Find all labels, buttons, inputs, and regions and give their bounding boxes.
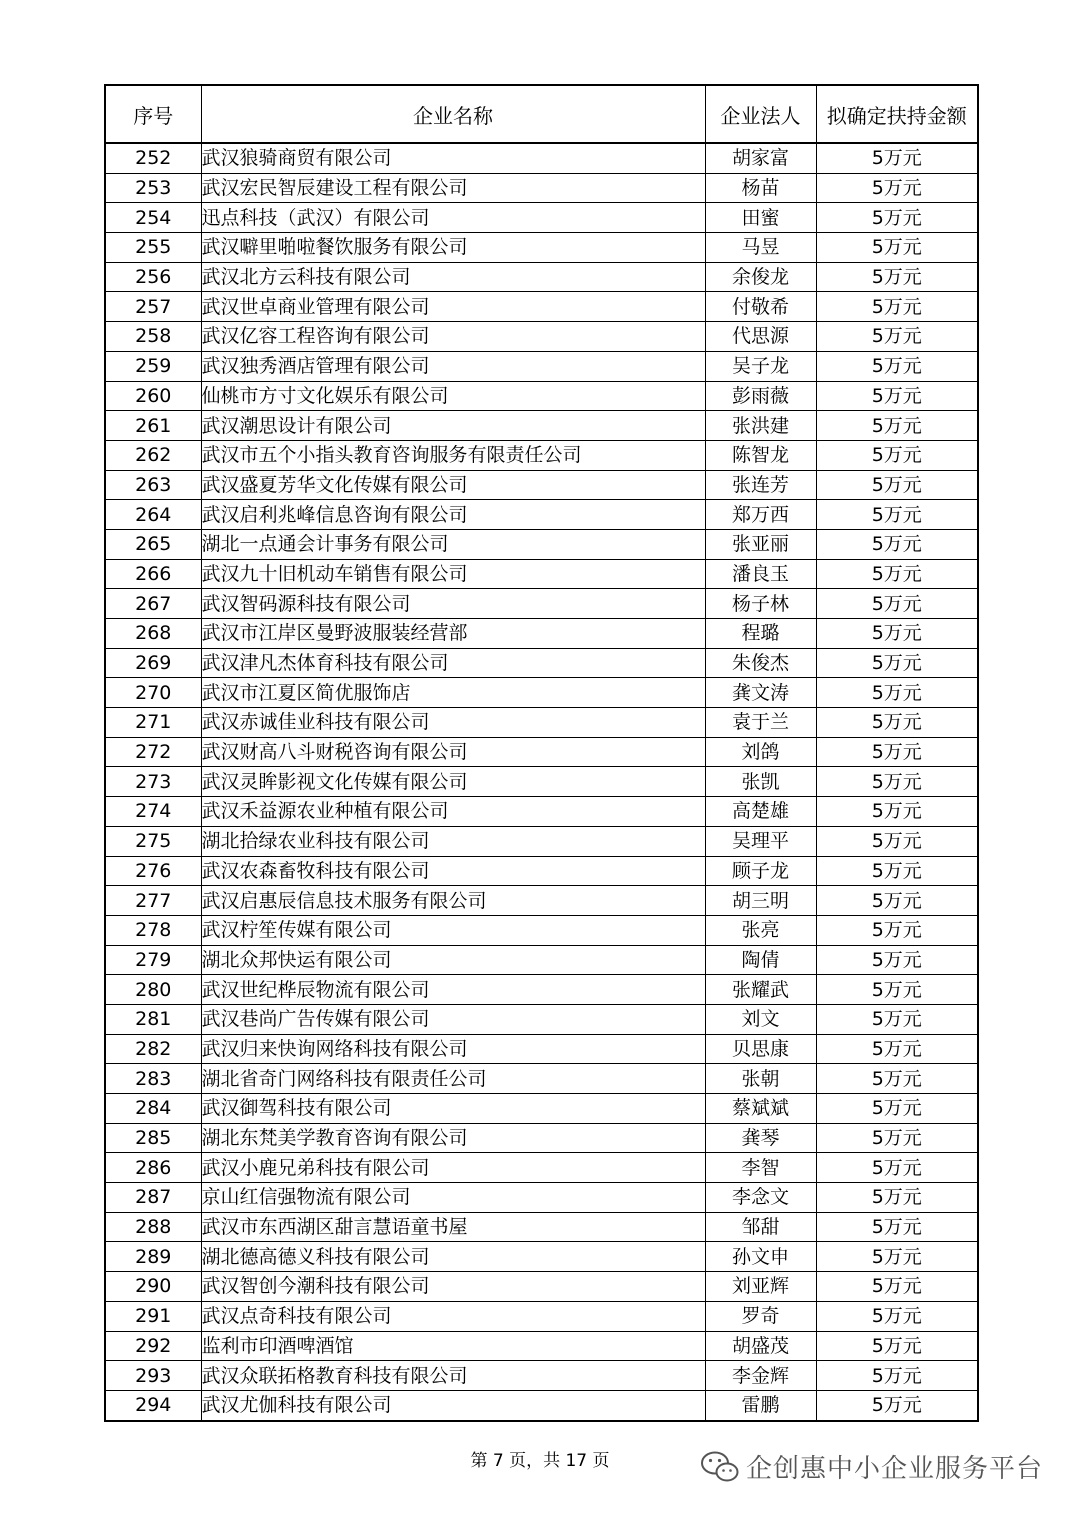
row-company-name: 武汉市江夏区简优服饰店 — [201, 678, 705, 708]
row-company-name: 武汉市东西湖区甜言慧语童书屋 — [201, 1212, 705, 1242]
row-amount: 5万元 — [816, 1034, 978, 1064]
row-company-name: 武汉点奇科技有限公司 — [201, 1301, 705, 1331]
row-company-name: 京山红信强物流有限公司 — [201, 1183, 705, 1213]
table-header-row — [105, 85, 978, 143]
row-company-name: 湖北德高德义科技有限公司 — [201, 1242, 705, 1272]
row-legal-rep: 彭雨薇 — [705, 381, 816, 411]
row-amount: 5万元 — [816, 648, 978, 678]
table-row — [105, 1094, 978, 1124]
row-amount: 5万元 — [816, 1390, 978, 1420]
row-company-name: 武汉农森畜牧科技有限公司 — [201, 856, 705, 886]
row-seq: 293 — [105, 1361, 201, 1391]
table-row — [105, 1183, 978, 1213]
table-row — [105, 440, 978, 470]
table-row — [105, 559, 978, 589]
row-company-name: 湖北东梵美学教育咨询有限公司 — [201, 1123, 705, 1153]
row-amount: 5万元 — [816, 1153, 978, 1183]
row-amount: 5万元 — [816, 173, 978, 203]
row-legal-rep: 雷鹏 — [705, 1390, 816, 1420]
table-row — [105, 886, 978, 916]
row-legal-rep: 马昱 — [705, 233, 816, 263]
table-row — [105, 1153, 978, 1183]
row-company-name: 武汉御驾科技有限公司 — [201, 1094, 705, 1124]
row-seq: 258 — [105, 322, 201, 352]
table-row — [105, 708, 978, 738]
row-company-name: 武汉尤伽科技有限公司 — [201, 1390, 705, 1420]
row-legal-rep: 龚文涛 — [705, 678, 816, 708]
row-legal-rep: 邹甜 — [705, 1212, 816, 1242]
table-row — [105, 1301, 978, 1331]
row-company-name: 武汉世纪桦辰物流有限公司 — [201, 975, 705, 1005]
row-legal-rep: 胡三明 — [705, 886, 816, 916]
row-seq: 278 — [105, 915, 201, 945]
row-seq: 284 — [105, 1094, 201, 1124]
row-seq: 255 — [105, 233, 201, 263]
row-seq: 265 — [105, 529, 201, 559]
row-company-name: 武汉柠笙传媒有限公司 — [201, 915, 705, 945]
row-legal-rep: 杨子林 — [705, 589, 816, 619]
row-amount: 5万元 — [816, 886, 978, 916]
row-legal-rep: 陈智龙 — [705, 440, 816, 470]
row-seq: 254 — [105, 203, 201, 233]
row-seq: 292 — [105, 1331, 201, 1361]
row-seq: 279 — [105, 945, 201, 975]
row-seq: 280 — [105, 975, 201, 1005]
row-amount: 5万元 — [816, 708, 978, 738]
row-amount: 5万元 — [816, 381, 978, 411]
row-legal-rep: 杨苗 — [705, 173, 816, 203]
subsidy-table — [104, 84, 979, 1422]
header-amount: 拟确定扶持金额 — [816, 85, 978, 143]
row-amount: 5万元 — [816, 856, 978, 886]
table-row — [105, 1034, 978, 1064]
row-amount: 5万元 — [816, 737, 978, 767]
row-legal-rep: 陶倩 — [705, 945, 816, 975]
row-company-name: 武汉亿容工程咨询有限公司 — [201, 322, 705, 352]
row-company-name: 武汉智码源科技有限公司 — [201, 589, 705, 619]
row-legal-rep: 潘良玉 — [705, 559, 816, 589]
row-legal-rep: 李智 — [705, 1153, 816, 1183]
page-footer: 第 7 页，共 17 页 — [470, 1451, 610, 1471]
row-company-name: 武汉智创今潮科技有限公司 — [201, 1272, 705, 1302]
row-company-name: 武汉小鹿兄弟科技有限公司 — [201, 1153, 705, 1183]
row-amount: 5万元 — [816, 411, 978, 441]
table-row — [105, 1123, 978, 1153]
row-company-name: 武汉归来快询网络科技有限公司 — [201, 1034, 705, 1064]
table-body — [105, 143, 978, 1421]
table-row — [105, 292, 978, 322]
row-amount: 5万元 — [816, 915, 978, 945]
row-company-name: 武汉禾益源农业种植有限公司 — [201, 797, 705, 827]
row-amount: 5万元 — [816, 1272, 978, 1302]
row-amount: 5万元 — [816, 500, 978, 530]
row-amount: 5万元 — [816, 470, 978, 500]
row-seq: 288 — [105, 1212, 201, 1242]
row-amount: 5万元 — [816, 678, 978, 708]
row-amount: 5万元 — [816, 1331, 978, 1361]
row-legal-rep: 高楚雄 — [705, 797, 816, 827]
row-company-name: 迅点科技（武汉）有限公司 — [201, 203, 705, 233]
row-legal-rep: 张亚丽 — [705, 529, 816, 559]
row-seq: 285 — [105, 1123, 201, 1153]
row-amount: 5万元 — [816, 767, 978, 797]
wechat-icon — [700, 1450, 740, 1484]
table-row — [105, 233, 978, 263]
header-seq: 序号 — [105, 85, 201, 143]
table-row — [105, 143, 978, 173]
row-amount: 5万元 — [816, 589, 978, 619]
row-seq: 273 — [105, 767, 201, 797]
row-seq: 275 — [105, 826, 201, 856]
row-seq: 262 — [105, 440, 201, 470]
row-legal-rep: 田蜜 — [705, 203, 816, 233]
row-seq: 271 — [105, 708, 201, 738]
table-row — [105, 1242, 978, 1272]
table-row — [105, 1004, 978, 1034]
row-amount: 5万元 — [816, 292, 978, 322]
row-company-name: 湖北一点通会计事务有限公司 — [201, 529, 705, 559]
row-seq: 283 — [105, 1064, 201, 1094]
row-legal-rep: 顾子龙 — [705, 856, 816, 886]
row-company-name: 武汉启惠辰信息技术服务有限公司 — [201, 886, 705, 916]
table-row — [105, 678, 978, 708]
row-company-name: 武汉噼里啪啦餐饮服务有限公司 — [201, 233, 705, 263]
table-row — [105, 322, 978, 352]
row-seq: 289 — [105, 1242, 201, 1272]
row-seq: 253 — [105, 173, 201, 203]
row-amount: 5万元 — [816, 797, 978, 827]
row-amount: 5万元 — [816, 1242, 978, 1272]
table-row — [105, 1331, 978, 1361]
row-amount: 5万元 — [816, 203, 978, 233]
row-seq: 252 — [105, 143, 201, 173]
row-amount: 5万元 — [816, 233, 978, 263]
table-row — [105, 737, 978, 767]
table-row — [105, 381, 978, 411]
row-legal-rep: 张耀武 — [705, 975, 816, 1005]
row-seq: 256 — [105, 262, 201, 292]
row-amount: 5万元 — [816, 1004, 978, 1034]
row-seq: 286 — [105, 1153, 201, 1183]
row-company-name: 武汉启利兆峰信息咨询有限公司 — [201, 500, 705, 530]
table-row — [105, 411, 978, 441]
row-seq: 263 — [105, 470, 201, 500]
row-legal-rep: 贝思康 — [705, 1034, 816, 1064]
row-seq: 272 — [105, 737, 201, 767]
row-amount: 5万元 — [816, 1212, 978, 1242]
row-company-name: 武汉盛夏芳华文化传媒有限公司 — [201, 470, 705, 500]
watermark-text: 企创惠中小企业服务平台 — [746, 1454, 1044, 1484]
row-company-name: 武汉潮思设计有限公司 — [201, 411, 705, 441]
table-row — [105, 351, 978, 381]
row-legal-rep: 胡盛茂 — [705, 1331, 816, 1361]
row-legal-rep: 蔡斌斌 — [705, 1094, 816, 1124]
table-row — [105, 915, 978, 945]
row-amount: 5万元 — [816, 945, 978, 975]
row-legal-rep: 吴子龙 — [705, 351, 816, 381]
row-company-name: 武汉宏民智辰建设工程有限公司 — [201, 173, 705, 203]
table-row — [105, 173, 978, 203]
row-legal-rep: 孙文申 — [705, 1242, 816, 1272]
row-company-name: 武汉津凡杰体育科技有限公司 — [201, 648, 705, 678]
row-company-name: 武汉灵眸影视文化传媒有限公司 — [201, 767, 705, 797]
row-seq: 260 — [105, 381, 201, 411]
row-seq: 261 — [105, 411, 201, 441]
table-row — [105, 975, 978, 1005]
row-amount: 5万元 — [816, 1123, 978, 1153]
row-company-name: 监利市印酒啤酒馆 — [201, 1331, 705, 1361]
table-row — [105, 945, 978, 975]
table-row — [105, 1064, 978, 1094]
row-amount: 5万元 — [816, 1064, 978, 1094]
row-seq: 276 — [105, 856, 201, 886]
row-seq: 270 — [105, 678, 201, 708]
table-row — [105, 470, 978, 500]
table-row — [105, 826, 978, 856]
row-company-name: 武汉市五个小指头教育咨询服务有限责任公司 — [201, 440, 705, 470]
row-seq: 287 — [105, 1183, 201, 1213]
row-company-name: 武汉九十旧机动车销售有限公司 — [201, 559, 705, 589]
row-company-name: 武汉市江岸区曼野波服装经营部 — [201, 619, 705, 649]
row-company-name: 武汉独秀酒店管理有限公司 — [201, 351, 705, 381]
row-seq: 266 — [105, 559, 201, 589]
row-amount: 5万元 — [816, 559, 978, 589]
row-legal-rep: 郑万西 — [705, 500, 816, 530]
row-legal-rep: 刘文 — [705, 1004, 816, 1034]
table-row — [105, 1272, 978, 1302]
row-seq: 291 — [105, 1301, 201, 1331]
table-row — [105, 529, 978, 559]
row-amount: 5万元 — [816, 619, 978, 649]
row-amount: 5万元 — [816, 1301, 978, 1331]
row-legal-rep: 张洪建 — [705, 411, 816, 441]
row-seq: 294 — [105, 1390, 201, 1420]
row-seq: 290 — [105, 1272, 201, 1302]
row-legal-rep: 胡家富 — [705, 143, 816, 173]
row-seq: 264 — [105, 500, 201, 530]
row-company-name: 武汉赤诚佳业科技有限公司 — [201, 708, 705, 738]
row-seq: 257 — [105, 292, 201, 322]
table-row — [105, 797, 978, 827]
row-seq: 274 — [105, 797, 201, 827]
table-row — [105, 648, 978, 678]
table-row — [105, 767, 978, 797]
table-row — [105, 1361, 978, 1391]
row-amount: 5万元 — [816, 1361, 978, 1391]
row-legal-rep: 朱俊杰 — [705, 648, 816, 678]
row-company-name: 武汉狼骑商贸有限公司 — [201, 143, 705, 173]
row-legal-rep: 代思源 — [705, 322, 816, 352]
row-company-name: 武汉财高八斗财税咨询有限公司 — [201, 737, 705, 767]
row-seq: 282 — [105, 1034, 201, 1064]
row-legal-rep: 李念文 — [705, 1183, 816, 1213]
row-seq: 268 — [105, 619, 201, 649]
header-legal-rep: 企业法人 — [705, 85, 816, 143]
row-amount: 5万元 — [816, 322, 978, 352]
row-company-name: 仙桃市方寸文化娱乐有限公司 — [201, 381, 705, 411]
table-row — [105, 589, 978, 619]
row-legal-rep: 张连芳 — [705, 470, 816, 500]
row-seq: 259 — [105, 351, 201, 381]
row-legal-rep: 张朝 — [705, 1064, 816, 1094]
row-amount: 5万元 — [816, 143, 978, 173]
row-legal-rep: 张凯 — [705, 767, 816, 797]
row-legal-rep: 刘鸽 — [705, 737, 816, 767]
row-legal-rep: 龚琴 — [705, 1123, 816, 1153]
row-amount: 5万元 — [816, 351, 978, 381]
watermark — [700, 1448, 1043, 1485]
row-company-name: 湖北拾绿农业科技有限公司 — [201, 826, 705, 856]
row-legal-rep: 余俊龙 — [705, 262, 816, 292]
row-amount: 5万元 — [816, 262, 978, 292]
row-amount: 5万元 — [816, 1094, 978, 1124]
row-legal-rep: 张亮 — [705, 915, 816, 945]
row-company-name: 武汉北方云科技有限公司 — [201, 262, 705, 292]
table-row — [105, 500, 978, 530]
row-seq: 269 — [105, 648, 201, 678]
table-row — [105, 1212, 978, 1242]
header-company: 企业名称 — [201, 85, 705, 143]
row-legal-rep: 刘亚辉 — [705, 1272, 816, 1302]
row-amount: 5万元 — [816, 826, 978, 856]
row-seq: 267 — [105, 589, 201, 619]
row-amount: 5万元 — [816, 529, 978, 559]
row-amount: 5万元 — [816, 1183, 978, 1213]
row-legal-rep: 付敬希 — [705, 292, 816, 322]
row-legal-rep: 罗奇 — [705, 1301, 816, 1331]
row-seq: 281 — [105, 1004, 201, 1034]
table-row — [105, 619, 978, 649]
table-row — [105, 262, 978, 292]
row-company-name: 湖北省奇门网络科技有限责任公司 — [201, 1064, 705, 1094]
table-row — [105, 203, 978, 233]
row-company-name: 武汉世卓商业管理有限公司 — [201, 292, 705, 322]
row-legal-rep: 李金辉 — [705, 1361, 816, 1391]
row-company-name: 武汉巷尚广告传媒有限公司 — [201, 1004, 705, 1034]
table-row — [105, 856, 978, 886]
table-row — [105, 1390, 978, 1420]
row-legal-rep: 吴理平 — [705, 826, 816, 856]
row-legal-rep: 程璐 — [705, 619, 816, 649]
row-amount: 5万元 — [816, 440, 978, 470]
row-company-name: 湖北众邦快运有限公司 — [201, 945, 705, 975]
row-legal-rep: 袁于兰 — [705, 708, 816, 738]
row-seq: 277 — [105, 886, 201, 916]
row-amount: 5万元 — [816, 975, 978, 1005]
row-company-name: 武汉众联拓格教育科技有限公司 — [201, 1361, 705, 1391]
